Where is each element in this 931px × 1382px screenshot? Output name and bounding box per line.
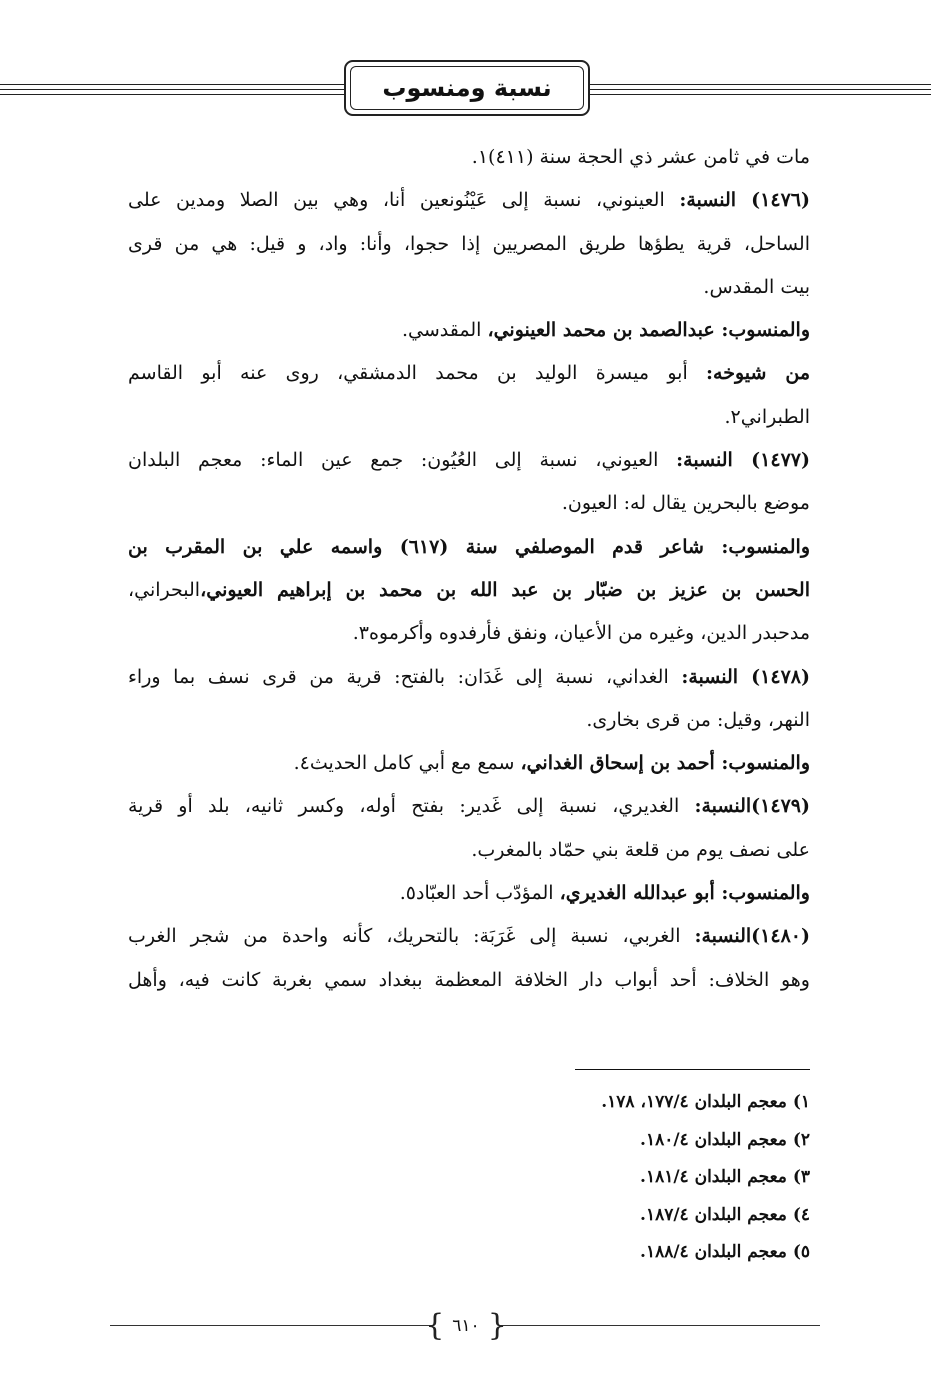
text-segment: الغداني، نسبة إلى غَدَان: بالفتح: قرية من قرى نسف بما وراء: [128, 665, 682, 688]
header-rule-left: [0, 84, 344, 96]
footnote-2: ٢) معجم البلدان ١٨٠/٤.: [640, 1129, 810, 1150]
footnote-1: ١) معجم البلدان ١٧٧/٤، ١٧٨.: [601, 1092, 810, 1112]
text-line: [128, 309, 810, 352]
footnote-5: ٥) معجم البلدان ١٨٨/٤.: [640, 1242, 810, 1262]
bold-text-segment: والمنسوب: أبو عبدالله الغديري،: [559, 882, 810, 905]
bold-text-segment: (١٤٨٠)النسبة:: [694, 925, 810, 948]
text-line: [128, 136, 810, 179]
text-segment: مات في ثامن عشر ذي الحجة سنة (٤١١)١.: [471, 146, 810, 168]
footnote-3: ٣) معجم البلدان ١٨١/٤.: [640, 1167, 810, 1187]
bold-text-segment: (١٤٧٨) النسبة:: [681, 665, 810, 688]
text-segment: سمع مع أبي كامل الحديث٤.: [293, 752, 521, 775]
text-segment: الغربي، نسبة إلى غَرَبَة: بالتحريك، كأنه واحدة من شجر الغرب: [128, 925, 695, 948]
text-segment: النهر، وقيل: من قرى بخارى.: [586, 708, 810, 731]
footnotes: [400, 1084, 810, 1272]
text-line: [128, 656, 810, 699]
right-brace-ornament: }: [487, 1308, 507, 1343]
text-line: [128, 785, 810, 828]
text-line: [128, 699, 810, 742]
text-segment: بيت المقدس.: [703, 275, 810, 298]
page-number-box: [425, 1307, 507, 1345]
page-number: ٦١٠: [452, 1316, 480, 1336]
left-brace-ornament: {: [425, 1308, 445, 1343]
bold-text-segment: والمنسوب: أحمد بن إسحاق الغداني،: [520, 752, 810, 775]
text-segment: العينوني، نسبة إلى عَيْنُونعين أنا، وهي بين الصلا ومدين على: [128, 189, 680, 212]
text-line: [128, 482, 810, 525]
footer-rule-right: [500, 1325, 820, 1327]
footer-rule-left: [110, 1325, 432, 1327]
text-segment: العيوني، نسبة إلى العُيُون: جمع عين الماء: معجم البلدان: [128, 449, 677, 472]
text-line: [128, 396, 810, 439]
footnote-separator: [575, 1069, 810, 1070]
text-line: [128, 352, 810, 395]
text-segment: مدحبدر الدين، وغيره من الأعيان، ونفق فأرفدوه وأكرموه٣.: [352, 622, 810, 645]
bold-text-segment: والمنسوب: عبدالصمد بن محمد العينوني،: [487, 319, 810, 342]
text-line: [128, 266, 810, 309]
bold-text-segment: والمنسوب: شاعر قدم الموصلفي سنة (٦١٧) واسمه علي بن المقرب بن: [128, 535, 810, 558]
text-line: [128, 829, 810, 872]
text-segment: الطبراني٢.: [724, 405, 810, 428]
text-segment: الساحل، قرية يطؤها طريق المصريين إذا حجوا، وأنا: واد، و قيل: هي من قرى: [128, 232, 810, 255]
header-title: نسبة ومنسوب: [382, 74, 552, 102]
text-line: [128, 179, 810, 222]
text-segment: المقدسي.: [401, 319, 488, 342]
text-segment: الغديري، نسبة إلى غَدير: بفتح أوله، وكسر ثانيه، بلد أو قرية: [128, 795, 695, 818]
text-line: [128, 612, 810, 655]
bold-text-segment: (١٤٧٩)النسبة:: [694, 795, 810, 818]
bold-text-segment: من شيوخه:: [706, 362, 810, 385]
text-segment: موضع بالبحرين يقال له: العيون.: [561, 492, 810, 515]
text-segment: على نصف يوم من قلعة بني حمّاد بالمغرب.: [471, 838, 810, 861]
text-segment: وهو الخلاف: أحد أبواب دار الخلافة المعظمة ببغداد سمي بغربة كانت فيه، وأهل: [128, 968, 810, 991]
text-line: [128, 915, 810, 958]
bold-text-segment: الحسن بن عزيز بن ضبّار بن عبد الله بن محمد بن إبراهيم العيوني،: [200, 578, 810, 601]
text-segment: أبو ميسرة الوليد بن محمد الدمشقي، روى عنه أبو القاسم: [128, 362, 707, 385]
footnote-4: ٤) معجم البلدان ١٨٧/٤.: [640, 1204, 810, 1225]
text-line: [128, 742, 810, 785]
bold-text-segment: (١٤٧٧) النسبة:: [676, 449, 810, 472]
text-line: [128, 959, 810, 1002]
text-line: [128, 439, 810, 482]
text-segment: المؤدّب أحد العبّاد٥.: [399, 882, 560, 905]
header-title-frame: [344, 60, 590, 116]
bold-text-segment: (١٤٧٦) النسبة:: [679, 189, 810, 212]
text-line: [128, 223, 810, 266]
text-segment: البحراني،: [128, 578, 201, 601]
text-line: [128, 526, 810, 569]
body-text: [128, 136, 810, 1002]
text-line: [128, 872, 810, 915]
header-rule-right: [590, 84, 931, 96]
text-line: [128, 569, 810, 612]
